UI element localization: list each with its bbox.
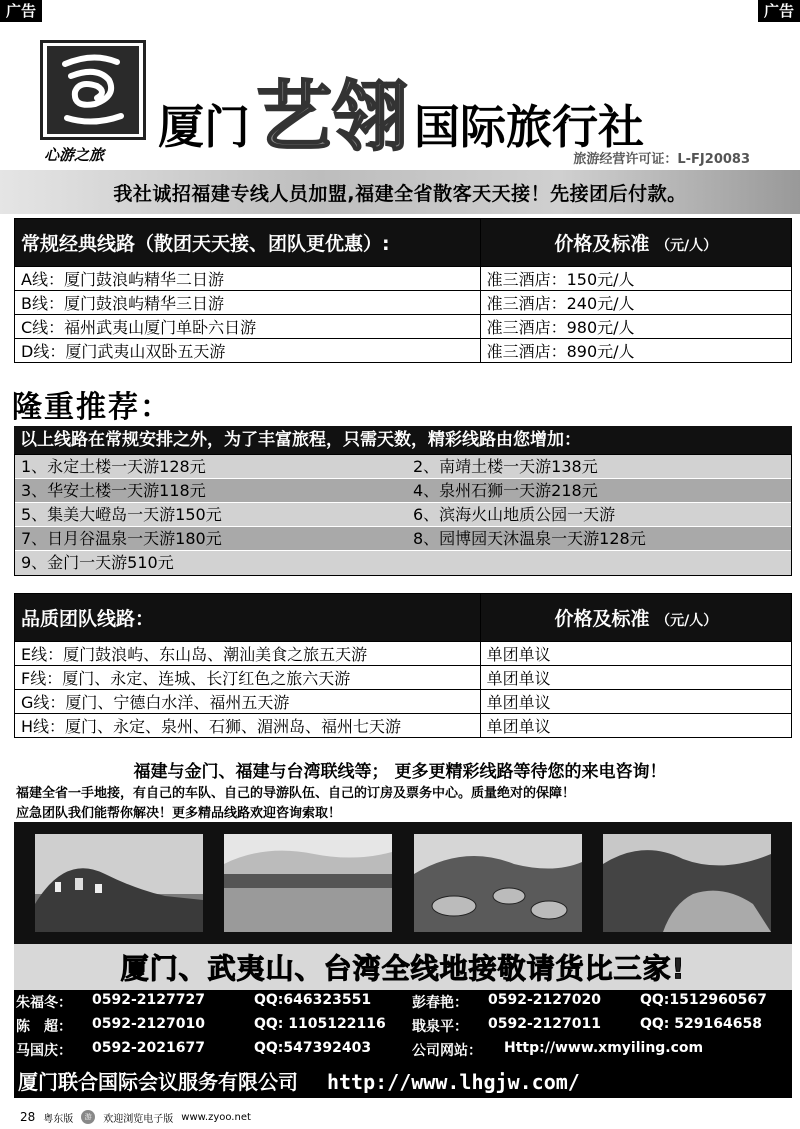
quality-routes-table [14,593,792,738]
recommend-list [14,454,792,576]
table-row [15,267,792,291]
contact-panel [14,990,792,1098]
company-row [18,1066,580,1095]
brand-suffix: 国际旅行社 [414,100,644,154]
sea-photo [224,834,392,932]
page-footer [20,1108,251,1126]
recommend-item: 9、金门一天游510元 [21,553,174,572]
contact-qq: QQ:547392403 [254,1040,372,1056]
price-header [480,594,791,642]
regular-routes-table [14,218,792,363]
list-item [15,551,791,575]
recommend-item: 7、日月谷温泉一天游180元 [21,529,222,548]
list-item [15,479,791,503]
contact-qq: QQ:646323551 [254,992,372,1008]
price-header [480,219,791,267]
recommend-item: 6、滨海火山地质公园一天游 [413,505,616,524]
table-row [15,714,792,738]
route-price: 单团单议 [480,690,791,714]
contact-qq: QQ: 529164658 [640,1016,762,1032]
route-price: 单团单议 [480,714,791,738]
table-row [15,315,792,339]
contact-phone: 0592-2127727 [92,992,205,1008]
price-title: 价格及标准 [554,233,650,255]
route-price: 准三酒店：980元/人 [480,315,791,339]
recommend-item [413,551,791,575]
contact-row [14,992,792,1012]
contact-phone: 0592-2127020 [488,992,601,1008]
contact-row [14,1040,792,1060]
table-header [15,594,792,642]
website-link[interactable]: Http://www.xmyiling.com [504,1040,704,1056]
website-label: 公司网站： [412,1043,482,1059]
route-name: E线：厦门鼓浪屿、东山岛、潮汕美食之旅五天游 [15,642,481,666]
route-price: 单团单议 [480,666,791,690]
ad-tag-right: 广告 [758,0,800,22]
recruit-banner [0,170,800,214]
recommend-bar: 以上线路在常规安排之外，为了丰富旅程，只需天数，精彩线路由您增加： [14,426,792,454]
recommend-item: 3、华安土楼一天游118元 [21,481,206,500]
emergency-note: 应急团队我们能帮你解决！更多精品线路欢迎咨询索取！ [16,806,342,821]
table-row [15,690,792,714]
regular-routes-title: 常规经典线路（散团天天接、团队更优惠）: [15,219,481,267]
brand-main: 艺翎 [256,72,408,161]
contact-phone: 0592-2127011 [488,1016,601,1032]
island-photo [35,834,203,932]
price-unit: （元/人） [656,238,718,254]
company-url-link[interactable]: http://www.lhgjw.com/ [326,1070,580,1094]
slogan-banner [14,944,792,990]
quality-routes-title: 品质团队线路： [15,594,481,642]
company-name: 厦门联合国际会议服务有限公司 [18,1070,298,1094]
price-title: 价格及标准 [554,608,650,630]
tulou-photo [414,834,582,932]
logo-slogan: 心游之旅 [44,146,105,164]
contact-phone: 0592-2127010 [92,1016,205,1032]
welcome-text: 欢迎浏览电子版 [103,1113,174,1125]
list-item [15,455,791,479]
license-number: 旅游经营许可证：L-FJ20083 [573,152,750,167]
agency-header [40,36,780,166]
river-photo [603,834,771,932]
route-name: F线：厦门、永定、连城、长汀红色之旅六天游 [15,666,481,690]
route-name: H线：厦门、永定、泉州、石狮、湄洲岛、福州七天游 [15,714,481,738]
slogan-text: 厦门、武夷山、台湾全线地接敬请货比三家! [120,952,686,985]
service-note: 福建全省一手地接，有自己的车队、自己的导游队伍、自己的订房及票务中心。质量绝对的保障！ [16,786,576,801]
contact-name: 马国庆： [16,1043,72,1059]
recommend-item: 8、园博园天沐温泉一天游128元 [413,529,646,548]
recommend-item: 4、泉州石狮一天游218元 [413,481,598,500]
recommend-item: 2、南靖土楼一天游138元 [413,457,598,476]
brand-prefix: 厦门 [158,100,250,154]
footer-site-link[interactable]: www.zyoo.net [181,1111,251,1123]
agency-logo [40,40,146,140]
table-row [15,291,792,315]
table-row [15,666,792,690]
agency-name [158,56,644,165]
route-price: 准三酒店：150元/人 [480,267,791,291]
route-name: B线：厦门鼓浪屿精华三日游 [15,291,481,315]
table-row [15,642,792,666]
photo-strip [14,822,792,944]
ad-tag-left: 广告 [0,0,42,22]
contact-phone: 0592-2021677 [92,1040,205,1056]
contact-name: 朱福冬： [16,995,72,1011]
recommend-title: 隆重推荐： [12,390,172,425]
route-price: 准三酒店：240元/人 [480,291,791,315]
swirl-logo-icon [47,46,139,134]
contact-name: 陈 超： [16,1019,72,1035]
recruit-text: 我社诚招福建专线人员加盟,福建全省散客天天接！先接团后付款。 [113,182,687,205]
route-name: D线：厦门武夷山双卧五天游 [15,339,481,363]
contact-name: 戢泉平： [412,1019,468,1035]
contact-row [14,1016,792,1036]
route-name: G线：厦门、宁德白水洋、福州五天游 [15,690,481,714]
recommend-item: 1、永定土楼一天游128元 [21,457,206,476]
contact-qq: QQ: 1105122116 [254,1016,386,1032]
edition-label: 粤东版 [43,1113,74,1125]
page-number: 28 [20,1110,36,1124]
list-item [15,527,791,551]
table-row [15,339,792,363]
list-item [15,503,791,527]
magazine-logo-icon: 游 [81,1110,95,1124]
contact-qq: QQ:1512960567 [640,992,767,1008]
route-price: 准三酒店：890元/人 [480,339,791,363]
more-routes-line: 福建与金门、福建与台湾联线等； 更多更精彩线路等待您的来电咨询！ [133,762,667,782]
route-price: 单团单议 [480,642,791,666]
recommend-item: 5、集美大嶝岛一天游150元 [21,505,222,524]
table-header [15,219,792,267]
price-unit: （元/人） [656,613,718,629]
route-name: A线：厦门鼓浪屿精华二日游 [15,267,481,291]
contact-name: 彭春艳： [412,995,468,1011]
route-name: C线：福州武夷山厦门单卧六日游 [15,315,481,339]
